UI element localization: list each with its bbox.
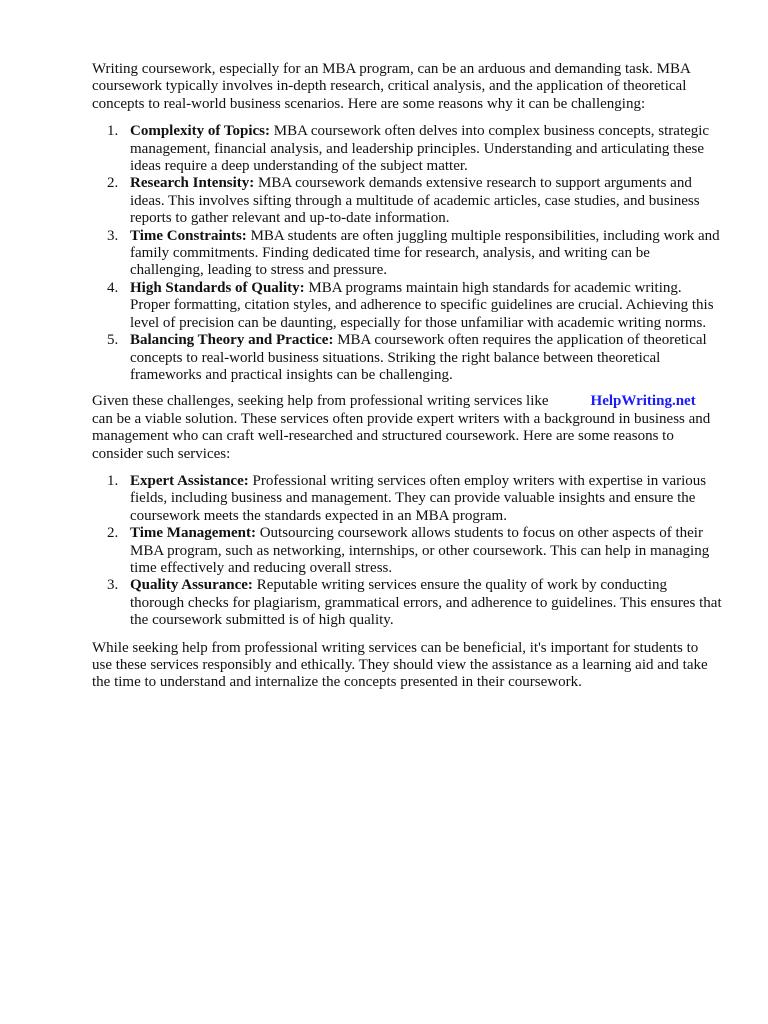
list-number: 5. <box>107 332 119 349</box>
reasons-list <box>92 473 722 630</box>
list-term: High Standards of Quality: <box>130 279 305 296</box>
list-item <box>92 525 722 577</box>
list-item <box>92 577 722 629</box>
list-item <box>92 473 722 525</box>
list-text: MBA coursework often delves into complex business concepts, strategic management, financial analysis, and leadership principles. Understanding and articulating these ideas require a deep understanding of the subject matter. <box>130 123 710 175</box>
list-text: MBA coursework demands extensive research to support arguments and ideas. This involves sifting through a multitude of academic articles, case studies, and business reports to gather relevant and up-to-date information. <box>130 175 700 227</box>
list-number: 1. <box>107 472 119 489</box>
list-number: 4. <box>107 279 119 296</box>
list-number: 2. <box>107 175 119 192</box>
list-number: 3. <box>107 227 119 244</box>
help-paragraph <box>92 393 722 463</box>
challenges-list <box>92 123 722 384</box>
list-text: Outsourcing coursework allows students to focus on other aspects of their MBA program, such as networking, internships, or other coursework. This can help in managing time effectively and reducing overall stress. <box>130 525 710 576</box>
list-term: Complexity of Topics: <box>130 123 271 140</box>
list-text: Reputable writing services ensure the quality of work by conducting thorough checks for plagiarism, grammatical errors, and adherence to guidelines. This ensures that the coursework submitted is of high quality. <box>130 577 722 629</box>
list-text: MBA students are often juggling multiple responsibilities, including work and family commitments. Finding dedicated time for research, analysis, and writing can be challenging, leading to stress and pressure. <box>130 227 720 279</box>
list-term: Balancing Theory and Practice: <box>130 332 334 349</box>
closing-paragraph: While seeking help from professional writing services can be beneficial, it's important for students to use these services responsibly and ethically. They should view the assistance as a learning aid and take the time to understand and internalize the concepts presented in their coursework. <box>92 639 708 691</box>
list-text: Professional writing services often employ writers with expertise in various fields, including business and management. They can provide valuable insights and ensure the coursework meets the standards expected in an MBA program. <box>130 472 707 524</box>
list-number: 1. <box>107 123 119 140</box>
list-text: MBA coursework often requires the application of theoretical concepts to real-world business situations. Striking the right balance between theoretical frameworks and practical insights can be challenging. <box>130 332 707 383</box>
help-text-after: can be a viable solution. These services often provide expert writers with a background in business and management who can craft well-researched and structured coursework. Here are some reasons to consider such services: <box>92 410 711 462</box>
helpwriting-link[interactable]: HelpWriting.net <box>590 393 696 410</box>
intro-paragraph: Writing coursework, especially for an MBA program, can be an arduous and demanding task. MBA coursework typically involves in-depth research, critical analysis, and the application of theoretical concepts to real-world business scenarios. Here are some reasons why it can be challenging: <box>92 61 691 112</box>
list-item <box>92 123 722 175</box>
list-term: Expert Assistance: <box>130 472 249 489</box>
list-term: Time Management: <box>130 525 256 542</box>
list-number: 3. <box>107 577 119 594</box>
document-page <box>92 61 722 692</box>
list-term: Quality Assurance: <box>130 577 253 594</box>
list-term: Time Constraints: <box>130 227 247 244</box>
list-text: MBA programs maintain high standards for academic writing. Proper formatting, citation styles, and adherence to specific guidelines are crucial. Achieving this level of precision can be daunting, especially for those unfamiliar with academic writing norms. <box>130 279 714 331</box>
list-number: 2. <box>107 525 119 542</box>
list-term: Research Intensity: <box>130 175 255 192</box>
list-item <box>92 228 722 280</box>
list-item <box>92 332 722 384</box>
list-item <box>92 175 722 227</box>
help-text-before: Given these challenges, seeking help from professional writing services like <box>92 393 549 410</box>
list-item <box>92 280 722 332</box>
